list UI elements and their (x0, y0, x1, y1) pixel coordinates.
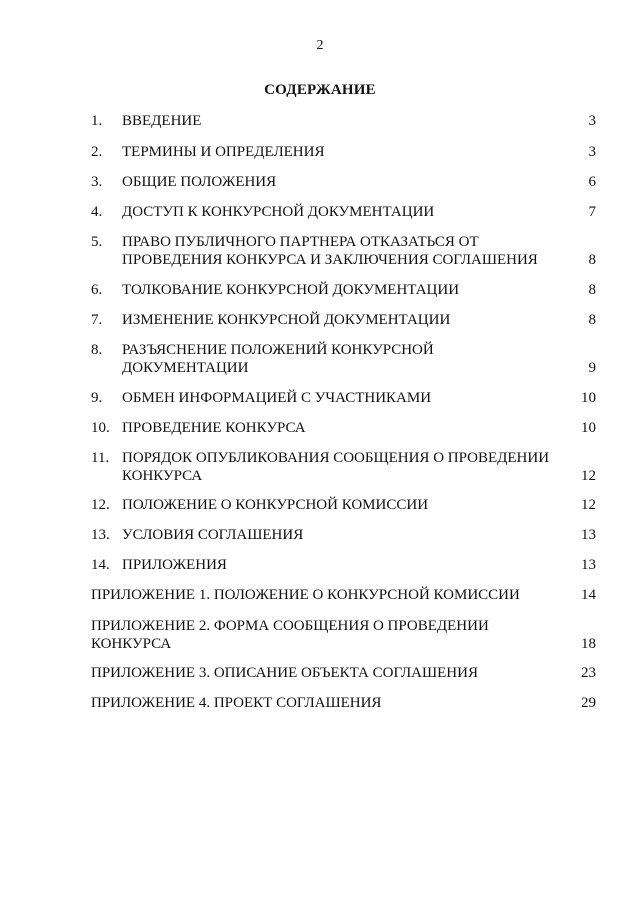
entry-title: ВВЕДЕНИЕ (122, 113, 202, 129)
entry-number: 1. (91, 113, 103, 129)
entry-title: ТОЛКОВАНИЕ КОНКУРСНОЙ ДОКУМЕНТАЦИИ (122, 282, 460, 298)
entry-page: 7 (588, 204, 596, 220)
entry-title: ПРИЛОЖЕНИЕ 1. ПОЛОЖЕНИЕ О КОНКУРСНОЙ КОМИССИИ (91, 587, 520, 603)
entry-title: ПРИЛОЖЕНИЕ 4. ПРОЕКТ СОГЛАШЕНИЯ (91, 695, 382, 711)
entry-page: 6 (588, 174, 596, 190)
entry-number: 6. (91, 282, 103, 298)
entry-title: ПОРЯДОК ОПУБЛИКОВАНИЯ СООБЩЕНИЯ О ПРОВЕДЕНИИ КОНКУРСА (122, 450, 550, 484)
entry-number: 3. (91, 174, 103, 190)
entry-page: 12 (581, 468, 596, 484)
entry-number: 9. (91, 390, 103, 406)
entry-title: ПРИЛОЖЕНИЯ (122, 557, 227, 573)
entry-number: 8. (91, 342, 103, 358)
entry-number: 11. (91, 450, 110, 466)
entry-page: 8 (588, 252, 596, 268)
entry-number: 7. (91, 312, 103, 328)
entry-title: ИЗМЕНЕНИЕ КОНКУРСНОЙ ДОКУМЕНТАЦИИ (122, 312, 451, 328)
entry-page: 3 (588, 144, 596, 160)
entry-title: ДОСТУП К КОНКУРСНОЙ ДОКУМЕНТАЦИИ (122, 204, 435, 220)
entry-page: 3 (588, 113, 596, 129)
entry-page: 10 (581, 420, 596, 436)
entry-page: 13 (581, 527, 596, 543)
entry-title: УСЛОВИЯ СОГЛАШЕНИЯ (122, 527, 304, 543)
entry-title: ОБЩИЕ ПОЛОЖЕНИЯ (122, 174, 277, 190)
entry-title: ПРОВЕДЕНИЕ КОНКУРСА (122, 420, 306, 436)
entry-page: 13 (581, 557, 596, 573)
entry-page: 9 (588, 360, 596, 376)
entry-number: 14. (91, 557, 110, 573)
entry-page: 14 (581, 587, 596, 603)
entry-number: 4. (91, 204, 103, 220)
entry-number: 13. (91, 527, 110, 543)
entry-page: 10 (581, 390, 596, 406)
entry-number: 2. (91, 144, 103, 160)
entry-number: 5. (91, 234, 103, 250)
entry-page: 8 (588, 312, 596, 328)
entry-title: РАЗЪЯСНЕНИЕ ПОЛОЖЕНИЙ КОНКУРСНОЙ ДОКУМЕНТАЦИИ (122, 342, 434, 376)
entry-title: ПРИЛОЖЕНИЕ 3. ОПИСАНИЕ ОБЪЕКТА СОГЛАШЕНИЯ (91, 665, 478, 681)
entry-title: ТЕРМИНЫ И ОПРЕДЕЛЕНИЯ (122, 144, 325, 160)
entry-page: 29 (581, 695, 596, 711)
entry-title: ПРИЛОЖЕНИЕ 2. ФОРМА СООБЩЕНИЯ О ПРОВЕДЕНИИ КОНКУРСА (91, 618, 489, 652)
entry-title: ПРАВО ПУБЛИЧНОГО ПАРТНЕРА ОТКАЗАТЬСЯ ОТ ПРОВЕДЕНИЯ КОНКУРСА И ЗАКЛЮЧЕНИЯ СОГЛАШЕНИЯ (122, 234, 538, 268)
entry-title: ОБМЕН ИНФОРМАЦИЕЙ С УЧАСТНИКАМИ (122, 390, 432, 406)
toc-title: СОДЕРЖАНИЕ (264, 82, 376, 98)
entry-number: 12. (91, 497, 110, 513)
entry-page: 23 (581, 665, 596, 681)
entry-page: 8 (588, 282, 596, 298)
entry-title: ПОЛОЖЕНИЕ О КОНКУРСНОЙ КОМИССИИ (122, 497, 429, 513)
page-number: 2 (316, 38, 324, 53)
entry-page: 12 (581, 497, 596, 513)
entry-number: 10. (91, 420, 110, 436)
entry-page: 18 (581, 636, 596, 652)
